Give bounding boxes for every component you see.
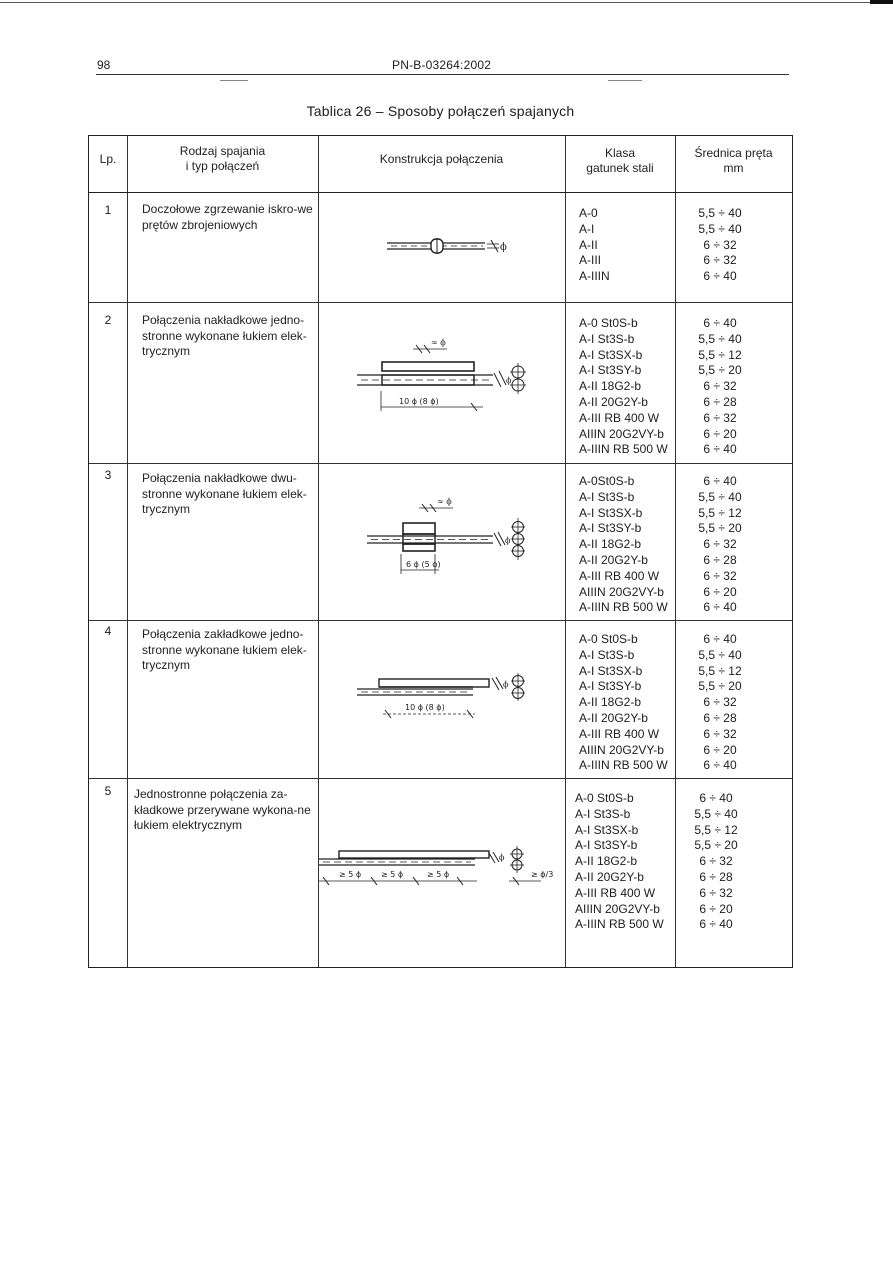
row-1-rodzaj: Doczołowe zgrzewanie iskro-we prętów zbrojeniowych [142, 202, 313, 232]
svg-text:6 ϕ (5 ϕ): 6 ϕ (5 ϕ) [406, 560, 441, 569]
row-5-lp: 5 [104, 784, 112, 798]
header-konstrukcja: Konstrukcja połączenia [379, 152, 504, 166]
svg-text:≈ ϕ: ≈ ϕ [431, 338, 446, 347]
row-divider [89, 302, 792, 303]
row-2-rodzaj: Połączenia nakładkowe jedno-stronne wykonane łukiem elek-trycznym [142, 313, 307, 358]
row-3-srednice: 6 ÷ 40 5,5 ÷ 40 5,5 ÷ 12 5,5 ÷ 20 6 ÷ 32 6 ÷ 28 6 ÷ 32 6 ÷ 20 6 ÷ 40 [698, 474, 742, 615]
svg-text:ϕ: ϕ [499, 853, 505, 862]
row-1-lp: 1 [104, 203, 112, 217]
row-3-klasy: A-0St0S-b A-I St3S-b A-I St3SX-b A-I St3SY-b A-II 18G2-b A-II 20G2Y-b A-III RB 400 W AIIIN 20G2VY-b A-IIIN RB 500 W [579, 474, 668, 615]
svg-text:≥ 5 ϕ: ≥ 5 ϕ [381, 870, 404, 879]
row-4-rodzaj: Połączenia zakładkowe jedno-stronne wykonane łukiem elek-trycznym [142, 627, 307, 672]
column-divider [675, 136, 676, 967]
page-corner-mark [870, 0, 893, 4]
svg-text:10 ϕ (8 ϕ): 10 ϕ (8 ϕ) [405, 703, 445, 712]
row-3-lp: 3 [104, 468, 112, 482]
row-1-klasy: A-0 A-I A-II A-III A-IIIN [579, 206, 610, 284]
header-lp: Lp. [99, 152, 117, 166]
row-1-diagram [379, 232, 529, 262]
row-5-klasy: A-0 St0S-b A-I St3S-b A-I St3SX-b A-I St3SY-b A-II 18G2-b A-II 20G2Y-b A-III RB 400 W AIIIN 20G2VY-b A-IIIN RB 500 W [575, 791, 664, 932]
svg-text:≥ ϕ/3: ≥ ϕ/3 [531, 870, 554, 879]
diagram-label: ϕ [500, 242, 507, 253]
page-top-edge-line [0, 2, 893, 3]
svg-text:ϕ: ϕ [506, 376, 512, 385]
header-rule-mark [220, 80, 248, 81]
row-5-srednice: 6 ÷ 40 5,5 ÷ 40 5,5 ÷ 12 5,5 ÷ 20 6 ÷ 32 6 ÷ 28 6 ÷ 32 6 ÷ 20 6 ÷ 40 [694, 791, 738, 932]
row-2-klasy: A-0 St0S-b A-I St3S-b A-I St3SX-b A-I St3SY-b A-II 18G2-b A-II 20G2Y-b A-III RB 400 W AIIIN 20G2VY-b A-IIIN RB 500 W [579, 316, 668, 457]
svg-text:10 ϕ (8 ϕ): 10 ϕ (8 ϕ) [399, 397, 439, 406]
row-2-srednice: 6 ÷ 40 5,5 ÷ 40 5,5 ÷ 12 5,5 ÷ 20 6 ÷ 32 6 ÷ 28 6 ÷ 32 6 ÷ 20 6 ÷ 40 [698, 316, 742, 457]
row-5-rodzaj: Jednostronne połączenia za-kładkowe przerywane wykona-ne łukiem elektrycznym [134, 787, 311, 832]
column-divider [127, 136, 128, 967]
table-title: Tablica 26 – Sposoby połączeń spajanych [306, 103, 575, 119]
svg-text:ϕ: ϕ [503, 680, 509, 689]
row-divider [89, 620, 792, 621]
row-divider [89, 463, 792, 464]
header-rule [96, 74, 789, 75]
svg-text:≥ 5 ϕ: ≥ 5 ϕ [339, 870, 362, 879]
header-rule-mark [608, 80, 642, 81]
row-divider [89, 778, 792, 779]
header-klasa: Klasa gatunek stali [586, 146, 654, 175]
row-4-klasy: A-0 St0S-b A-I St3S-b A-I St3SX-b A-I St3SY-b A-II 18G2-b A-II 20G2Y-b A-III RB 400 W AIIIN 20G2VY-b A-IIIN RB 500 W [579, 632, 668, 773]
header-divider [89, 192, 792, 193]
svg-text:ϕ: ϕ [505, 536, 511, 545]
row-3-rodzaj: Połączenia nakładkowe dwu-stronne wykonane łukiem elek-trycznym [142, 471, 307, 516]
row-5-diagram [309, 841, 559, 891]
row-1-srednice: 5,5 ÷ 40 5,5 ÷ 40 6 ÷ 32 6 ÷ 32 6 ÷ 40 [698, 206, 742, 284]
row-3-diagram [343, 488, 533, 588]
svg-text:≥ 5 ϕ: ≥ 5 ϕ [427, 870, 450, 879]
row-4-lp: 4 [104, 624, 112, 638]
page-number: 98 [97, 58, 111, 72]
row-2-diagram [343, 331, 533, 431]
header-srednica: Średnica pręta mm [694, 146, 773, 175]
header-rodzaj: Rodzaj spajania i typ połączeń [179, 144, 266, 173]
row-4-diagram [343, 664, 533, 724]
column-divider [565, 136, 566, 967]
welded-joints-table [88, 135, 793, 968]
standard-code: PN-B-03264:2002 [392, 58, 492, 72]
row-4-srednice: 6 ÷ 40 5,5 ÷ 40 5,5 ÷ 12 5,5 ÷ 20 6 ÷ 32 6 ÷ 28 6 ÷ 32 6 ÷ 20 6 ÷ 40 [698, 632, 742, 773]
svg-text:≈ ϕ: ≈ ϕ [437, 497, 452, 506]
row-2-lp: 2 [104, 313, 112, 327]
